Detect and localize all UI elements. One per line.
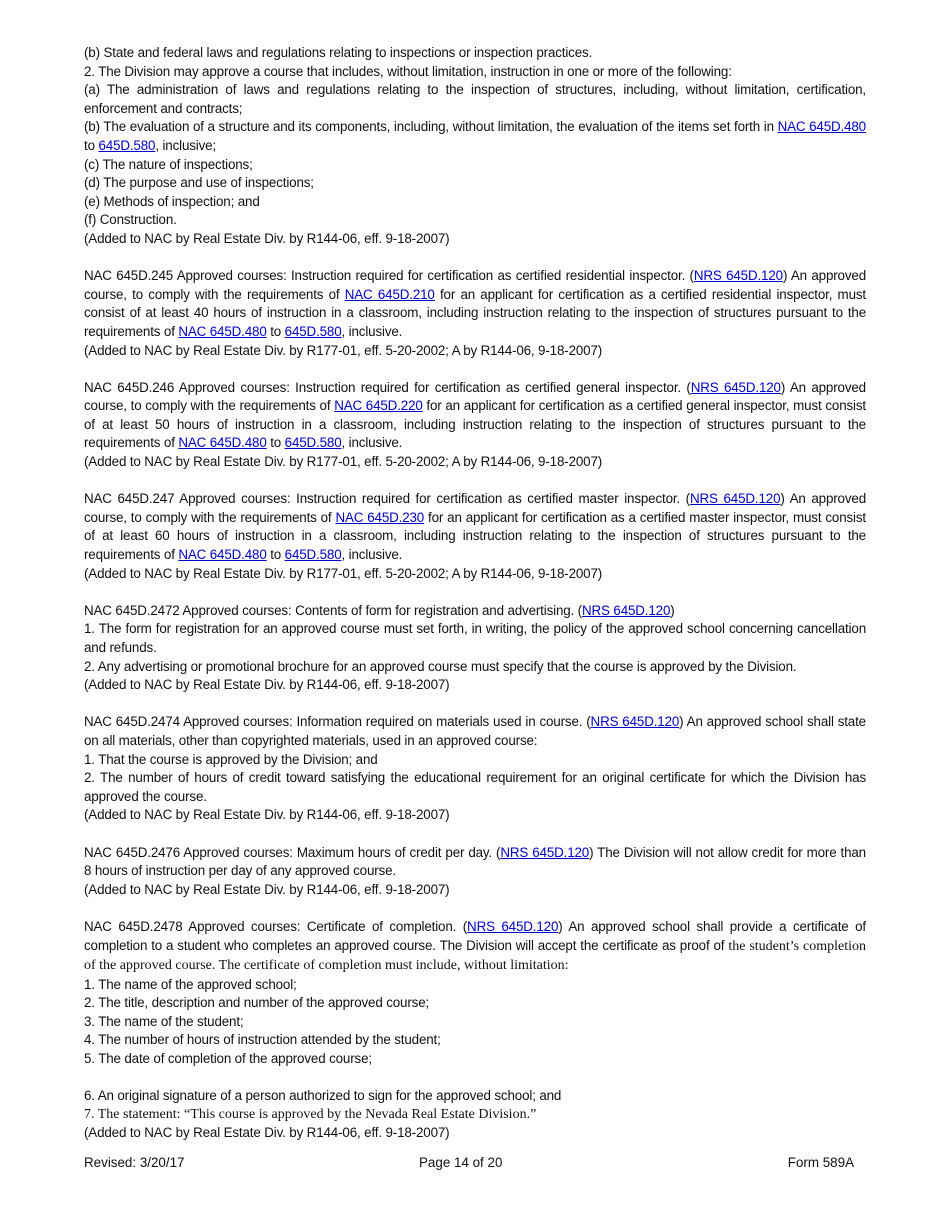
- section-body: NAC 645D.2474 Approved courses: Information required on materials used in course. (NRS 645D.120) An approved school shall state on all materials, other than copyrighted materials, used in an approved course:: [84, 714, 866, 748]
- section-body: NAC 645D.2476 Approved courses: Maximum hours of credit per day. (NRS 645D.120) The Division will not allow credit for more than 8 hours of instruction per day of any approved course.: [84, 844, 866, 879]
- nac-645d-230-link[interactable]: NAC 645D.230: [335, 509, 425, 525]
- paragraph-2: 2. The Division may approve a course that includes, without limitation, instruction in one or more of the following:: [84, 63, 732, 79]
- section-body: NAC 645D.247 Approved courses: Instruction required for certification as certified master inspector. (NRS 645D.120) An approved course, to comply with the requirements of NAC 645D.230 for an applicant for certification as a certified master inspector, must consist of at least 60 hours of instruction in a classroom, including instruction relating to the inspection of structures pursuant to the requirements of NAC 645D.480 to 645D.580, inclusive.: [84, 491, 866, 563]
- item-2: 2. Any advertising or promotional brochure for an approved course must specify that the course is approved by the Division.: [84, 658, 797, 674]
- history-note: (Added to NAC by Real Estate Div. by R144-06, eff. 9-18-2007): [84, 807, 450, 823]
- section-645d-2472: [84, 602, 866, 695]
- history-note: (Added to NAC by Real Estate Div. by R144-06, eff. 9-18-2007): [84, 1125, 450, 1141]
- nrs-645d-120-link[interactable]: NRS 645D.120: [467, 918, 559, 934]
- item-4: 4. The number of hours of instruction attended by the student;: [84, 1032, 441, 1048]
- history-note: (Added to NAC by Real Estate Div. by R144-06, eff. 9-18-2007): [84, 677, 450, 693]
- nac-645d-480-link[interactable]: NAC 645D.480: [178, 323, 267, 339]
- page-number: Page 14 of 20: [419, 1155, 503, 1170]
- history-note: (Added to NAC by Real Estate Div. by R177-01, eff. 5-20-2002; A by R144-06, 9-18-2007): [84, 565, 603, 581]
- item-1: 1. That the course is approved by the Division; and: [84, 751, 378, 767]
- item-7: 7. The statement: “This course is approved by the Nevada Real Estate Division.”: [84, 1106, 537, 1122]
- item-1: 1. The name of the approved school;: [84, 976, 297, 992]
- nrs-645d-120-link[interactable]: NRS 645D.120: [690, 379, 781, 395]
- paragraph-b-laws: (b) State and federal laws and regulations relating to inspections or inspection practices.: [84, 45, 593, 60]
- section-body: NAC 645D.2478 Approved courses: Certificate of completion. (NRS 645D.120) An approved school shall provide a certificate of completion to a student who completes an approved course. The Division will accept the certificate as proof of the student’s completion of the approved course. The certificate of completion must include, without limitation:: [84, 918, 866, 974]
- form-number: Form 589A: [787, 1155, 854, 1170]
- paragraph-b-evaluation: (b) The evaluation of a structure and its components, including, without limitation, the evaluation of the items set forth in NAC 645D.480 to 645D.580, inclusive;: [84, 119, 866, 153]
- history-note: (Added to NAC by Real Estate Div. by R177-01, eff. 5-20-2002; A by R144-06, 9-18-2007): [84, 454, 603, 470]
- item-2: 2. The number of hours of credit toward satisfying the educational requirement for an original certificate for which the Division has approved the course.: [84, 770, 866, 804]
- section-heading: NAC 645D.2472 Approved courses: Contents of form for registration and advertising. (NRS 645D.120): [84, 602, 675, 618]
- history-note: (Added to NAC by Real Estate Div. by R144-06, eff. 9-18-2007): [84, 881, 450, 897]
- item-2: 2. The title, description and number of the approved course;: [84, 995, 430, 1011]
- section-645d-2478: [84, 918, 866, 1143]
- nrs-645d-120-link[interactable]: NRS 645D.120: [693, 268, 783, 284]
- nac-645d-580-link[interactable]: 645D.580: [284, 323, 342, 339]
- nac-645d-580-link[interactable]: 645D.580: [284, 435, 342, 451]
- nrs-645d-120-link[interactable]: NRS 645D.120: [500, 844, 590, 860]
- nac-645d-580-link[interactable]: 645D.580: [98, 137, 156, 153]
- document-page: [84, 44, 866, 1143]
- item-5: 5. The date of completion of the approved course;: [84, 1051, 372, 1067]
- nrs-645d-120-link[interactable]: NRS 645D.120: [590, 714, 680, 730]
- item-6: 6. An original signature of a person authorized to sign for the approved school; and: [84, 1088, 562, 1104]
- nac-645d-480-link[interactable]: NAC 645D.480: [178, 435, 267, 451]
- section-body: NAC 645D.246 Approved courses: Instruction required for certification as certified general inspector. (NRS 645D.120) An approved course, to comply with the requirements of NAC 645D.220 for an applicant for certification as a certified general inspector, must consist of at least 50 hours of instruction in a classroom, including instruction relating to the inspection of structures pursuant to the requirements of NAC 645D.480 to 645D.580, inclusive.: [84, 379, 866, 451]
- paragraph-e: (e) Methods of inspection; and: [84, 193, 260, 209]
- nac-645d-220-link[interactable]: NAC 645D.220: [334, 398, 423, 414]
- nac-645d-210-link[interactable]: NAC 645D.210: [344, 286, 435, 302]
- section-645d-247: [84, 490, 866, 583]
- section-body: NAC 645D.245 Approved courses: Instruction required for certification as certified residential inspector. (NRS 645D.120) An approved course, to comply with the requirements of NAC 645D.210 for an applicant for certification as a certified residential inspector, must consist of at least 40 hours of instruction in a classroom, including instruction relating to the inspection of structures pursuant to the requirements of NAC 645D.480 to 645D.580, inclusive.: [84, 268, 866, 339]
- paragraph-c: (c) The nature of inspections;: [84, 156, 253, 172]
- nac-645d-580-link[interactable]: 645D.580: [284, 547, 342, 563]
- section-645d-2474: [84, 713, 866, 825]
- nac-645d-480-link[interactable]: NAC 645D.480: [777, 119, 866, 135]
- section-645d-245: [84, 267, 866, 360]
- nac-645d-480-link[interactable]: NAC 645D.480: [178, 547, 267, 563]
- nrs-645d-120-link[interactable]: NRS 645D.120: [582, 602, 671, 618]
- paragraph-f: (f) Construction.: [84, 212, 177, 228]
- paragraph-d: (d) The purpose and use of inspections;: [84, 175, 314, 191]
- section-continuation: [84, 44, 866, 249]
- history-note: (Added to NAC by Real Estate Div. by R177-01, eff. 5-20-2002; A by R144-06, 9-18-2007): [84, 342, 603, 358]
- history-note: (Added to NAC by Real Estate Div. by R144-06, eff. 9-18-2007): [84, 230, 450, 246]
- section-645d-2476: [84, 844, 866, 900]
- item-1: 1. The form for registration for an approved course must set forth, in writing, the policy of the approved school concerning cancellation and refunds.: [84, 621, 866, 655]
- paragraph-a: (a) The administration of laws and regulations relating to the inspection of structures, including, without limitation, certification, enforcement and contracts;: [84, 82, 866, 116]
- revised-date: Revised: 3/20/17: [84, 1155, 185, 1170]
- nrs-645d-120-link[interactable]: NRS 645D.120: [690, 491, 781, 507]
- section-645d-246: [84, 379, 866, 472]
- item-3: 3. The name of the student;: [84, 1013, 244, 1029]
